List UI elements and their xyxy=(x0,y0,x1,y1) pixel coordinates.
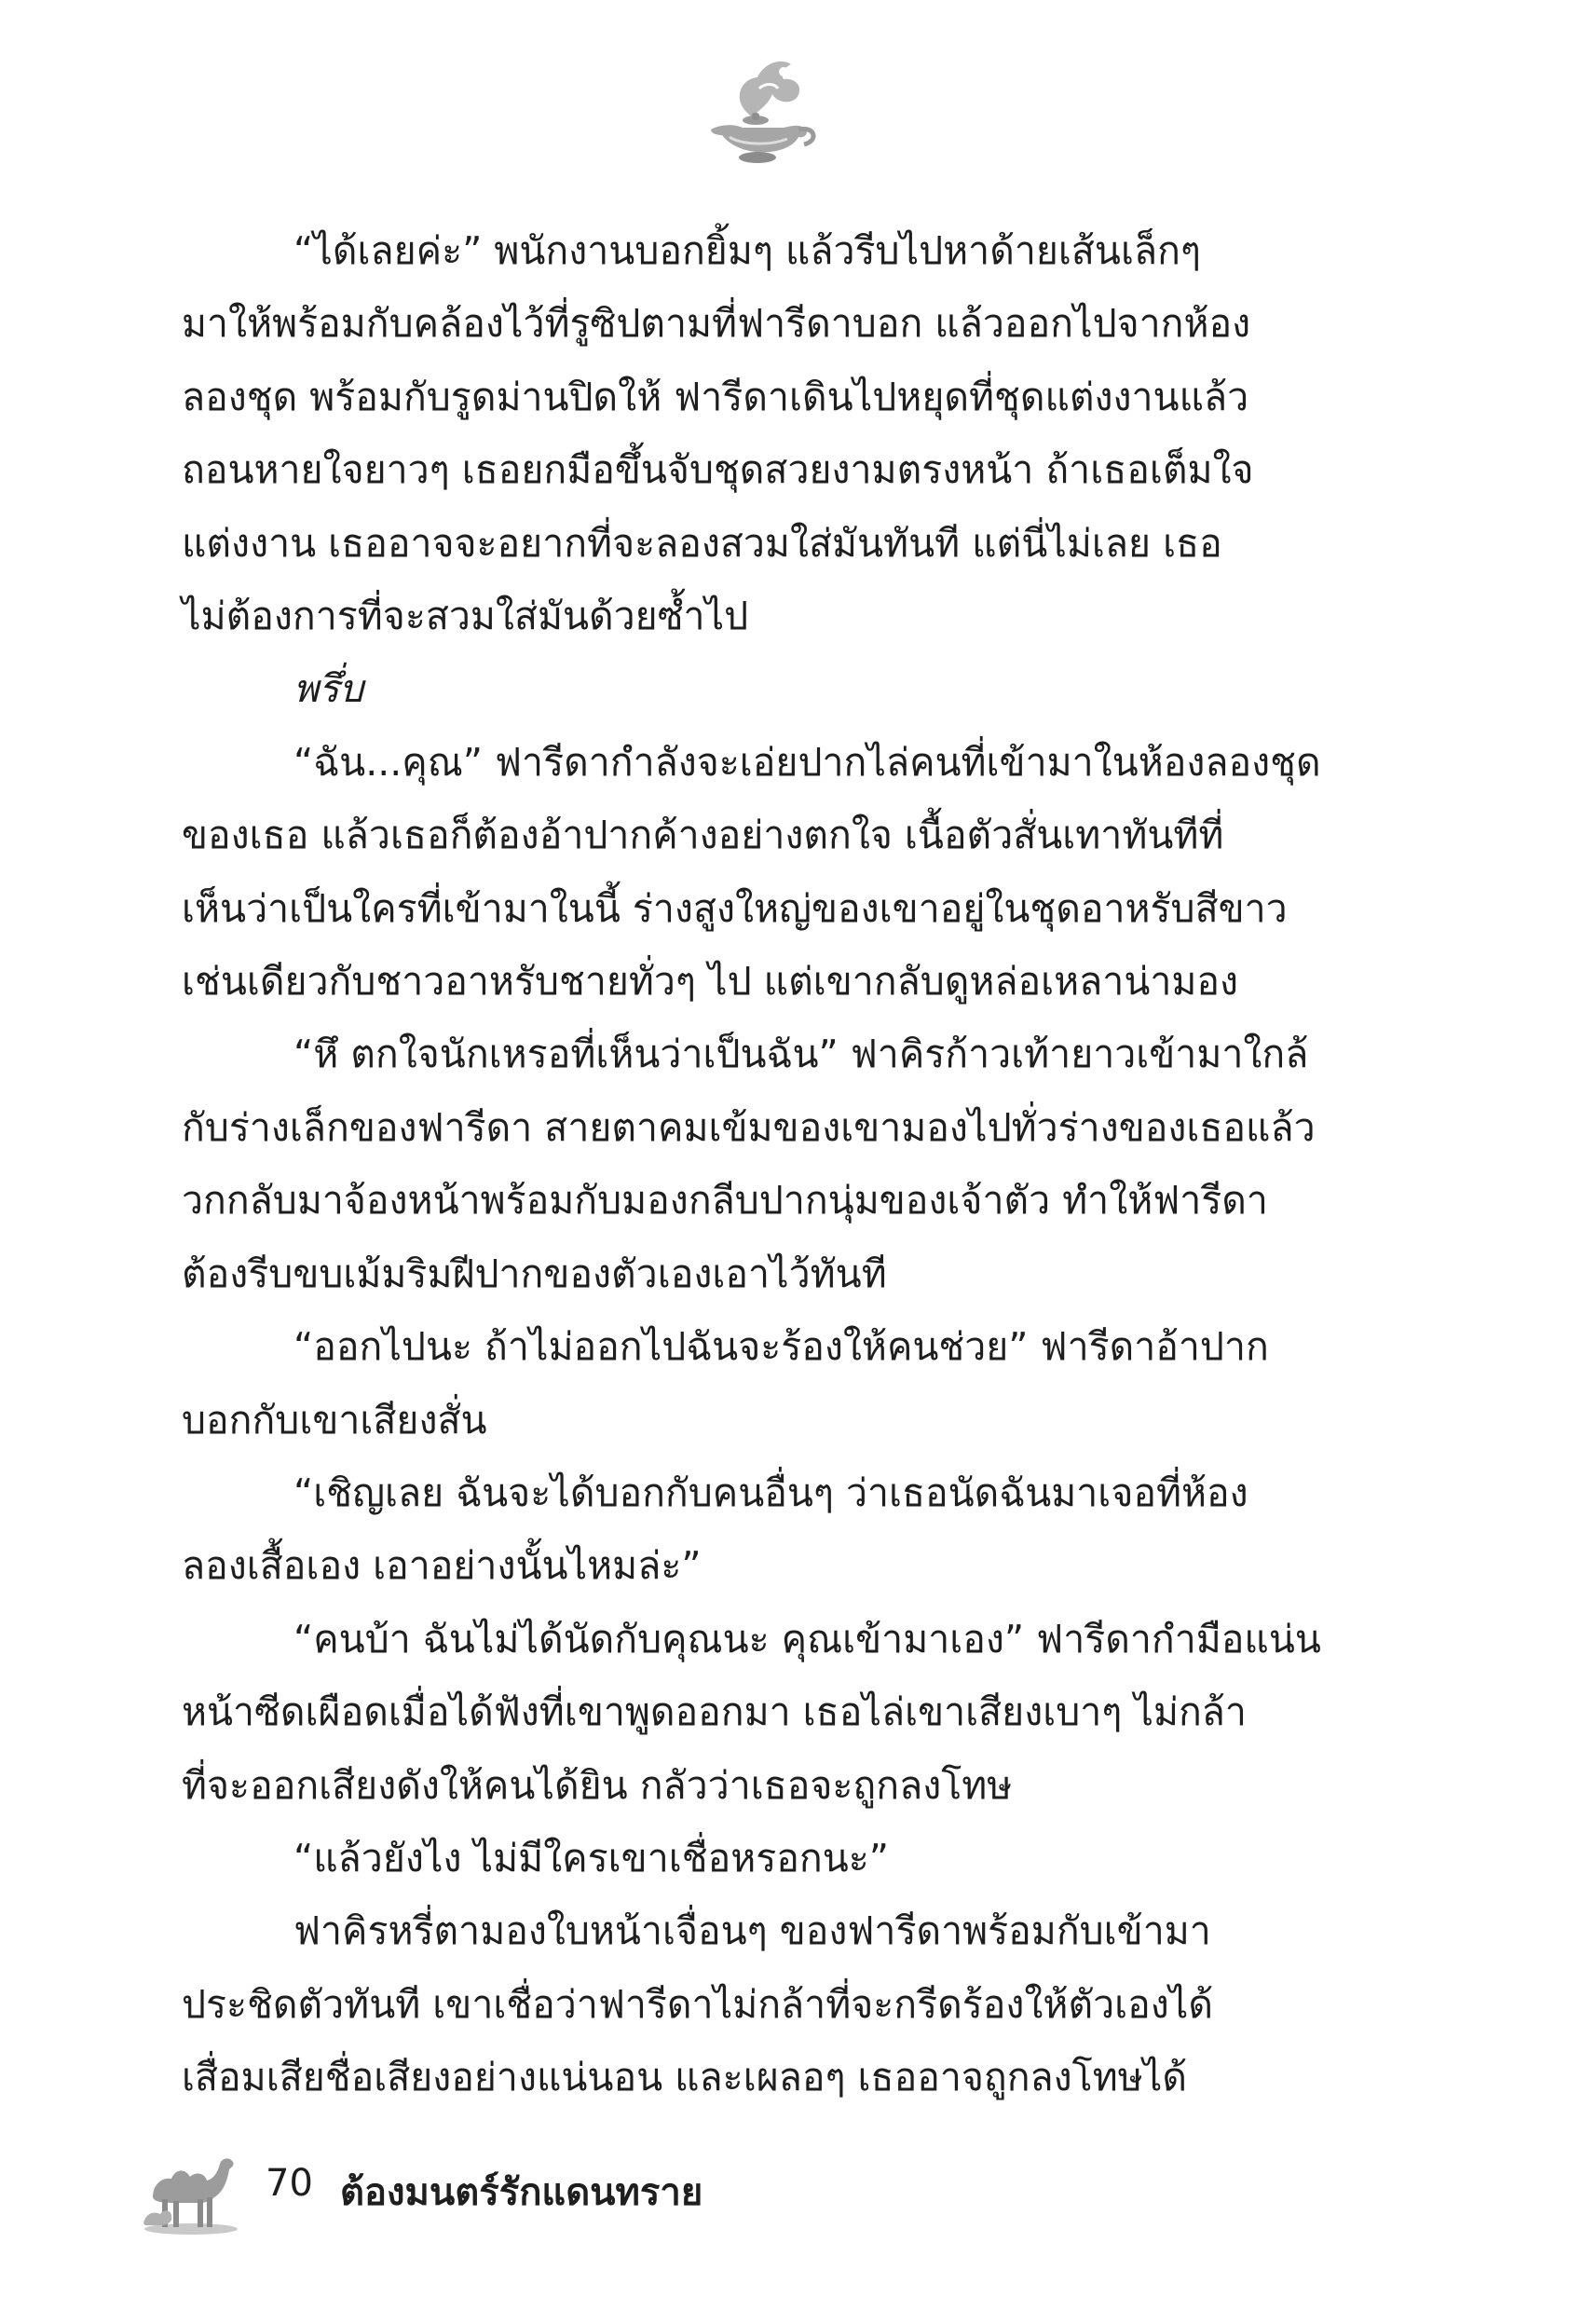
camel-icon xyxy=(140,2143,242,2236)
text-line: “คนบ้า ฉันไม่ได้นัดกับคุณนะ คุณเข้ามาเอง” ฟารีดากำมือแน่น xyxy=(293,1616,1321,1661)
text-line: ลองเสื้อเอง เอาอย่างนั้นไหมล่ะ” xyxy=(182,1543,702,1589)
page-footer xyxy=(140,2143,978,2236)
text-line: เช่นเดียวกับชาวอาหรับชายทั่วๆ ไป แต่เขากลับดูหล่อเหลาน่ามอง xyxy=(182,959,1239,1005)
text-line: เห็นว่าเป็นใครที่เข้ามาในนี้ ร่างสูงใหญ่ของเขาอยู่ในชุดอาหรับสีขาว xyxy=(182,885,1288,931)
text-line: ของเธอ แล้วเธอก็ต้องอ้าปากค้างอย่างตกใจ เนื้อตัวสั่นเทาทันทีที่ xyxy=(182,813,1224,858)
paragraph xyxy=(182,726,1328,1019)
text-line: “เชิญเลย ฉันจะได้บอกกับคนอื่นๆ ว่าเธอนัดฉันมาเจอที่ห้อง xyxy=(293,1470,1248,1515)
text-line: “หึ ตกใจนักเหรอที่เห็นว่าเป็นฉัน” ฟาคิรก้าวเท้ายาวเข้ามาใกล้ xyxy=(293,1032,1309,1077)
page-number: 70 xyxy=(266,2162,313,2205)
text-line: ต้องรีบขบเม้มริมฝีปากของตัวเองเอาไว้ทันที xyxy=(182,1251,887,1296)
text-line: “ได้เลยค่ะ” พนักงานบอกยิ้มๆ แล้วรีบไปหาด้ายเส้นเล็กๆ xyxy=(293,228,1201,273)
text-line: ฟาคิรหรี่ตามองใบหน้าเจื่อนๆ ของฟารีดาพร้อมกับเข้ามา xyxy=(293,1908,1211,1954)
text-line: ประชิดตัวทันที เขาเชื่อว่าฟารีดาไม่กล้าที่จะกรีดร้องให้ตัวเองได้ xyxy=(182,1981,1213,2027)
book-title: ต้องมนตร์รักแดนทราย xyxy=(340,2171,703,2214)
paragraph xyxy=(182,652,1328,725)
paragraph xyxy=(182,1603,1328,1822)
text-line: พรึ่บ xyxy=(293,666,364,712)
text-line: ลองชุด พร้อมกับรูดม่านปิดให้ ฟารีดาเดินไปหยุดที่ชุดแต่งงานแล้ว xyxy=(182,374,1249,419)
text-line: บอกกับเขาเสียงสั่น xyxy=(182,1397,487,1443)
genie-lamp-icon xyxy=(694,51,825,172)
paragraph xyxy=(182,1456,1328,1603)
text-line: “ออกไปนะ ถ้าไม่ออกไปฉันจะร้องให้คนช่วย” ฟารีดาอ้าปาก xyxy=(293,1324,1269,1370)
paragraph xyxy=(182,1018,1328,1310)
text-line: “แล้วยังไง ไม่มีใครเขาเชื่อหรอกนะ” xyxy=(293,1835,889,1880)
paragraph xyxy=(182,1822,1328,1894)
text-line: ไม่ต้องการที่จะสวมใส่มันด้วยซ้ำไป xyxy=(182,594,749,639)
paragraph xyxy=(182,1310,1328,1456)
text-line: หน้าซีดเผือดเมื่อได้ฟังที่เขาพูดออกมา เธอไล่เขาเสียงเบาๆ ไม่กล้า xyxy=(182,1689,1247,1735)
story-text xyxy=(182,214,1328,2114)
text-line: วกกลับมาจ้องหน้าพร้อมกับมองกลีบปากนุ่มของเจ้าตัว ทำให้ฟารีดา xyxy=(182,1178,1268,1224)
text-line: ที่จะออกเสียงดังให้คนได้ยิน กลัวว่าเธอจะถูกลงโทษ xyxy=(182,1762,1013,1808)
text-line: เสื่อมเสียชื่อเสียงอย่างแน่นอน และเผลอๆ เธออาจถูกลงโทษได้ xyxy=(182,2055,1187,2100)
text-line: “ฉัน...คุณ” ฟารีดากำลังจะเอ่ยปากไล่คนที่เข้ามาในห้องลองชุด xyxy=(293,739,1321,785)
text-line: มาให้พร้อมกับคล้องไว้ที่รูซิปตามที่ฟารีดาบอก แล้วออกไปจากห้อง xyxy=(182,301,1251,347)
text-line: กับร่างเล็กของฟารีดา สายตาคมเข้มของเขามองไปทั่วร่างของเธอแล้ว xyxy=(182,1104,1316,1150)
paragraph xyxy=(182,1894,1328,2113)
text-line: ถอนหายใจยาวๆ เธอยกมือขึ้นจับชุดสวยงามตรงหน้า ถ้าเธอเต็มใจ xyxy=(182,447,1254,493)
paragraph xyxy=(182,214,1328,652)
text-line: แต่งงาน เธออาจจะอยากที่จะลองสวมใส่มันทันที แต่นี่ไม่เลย เธอ xyxy=(182,520,1222,566)
